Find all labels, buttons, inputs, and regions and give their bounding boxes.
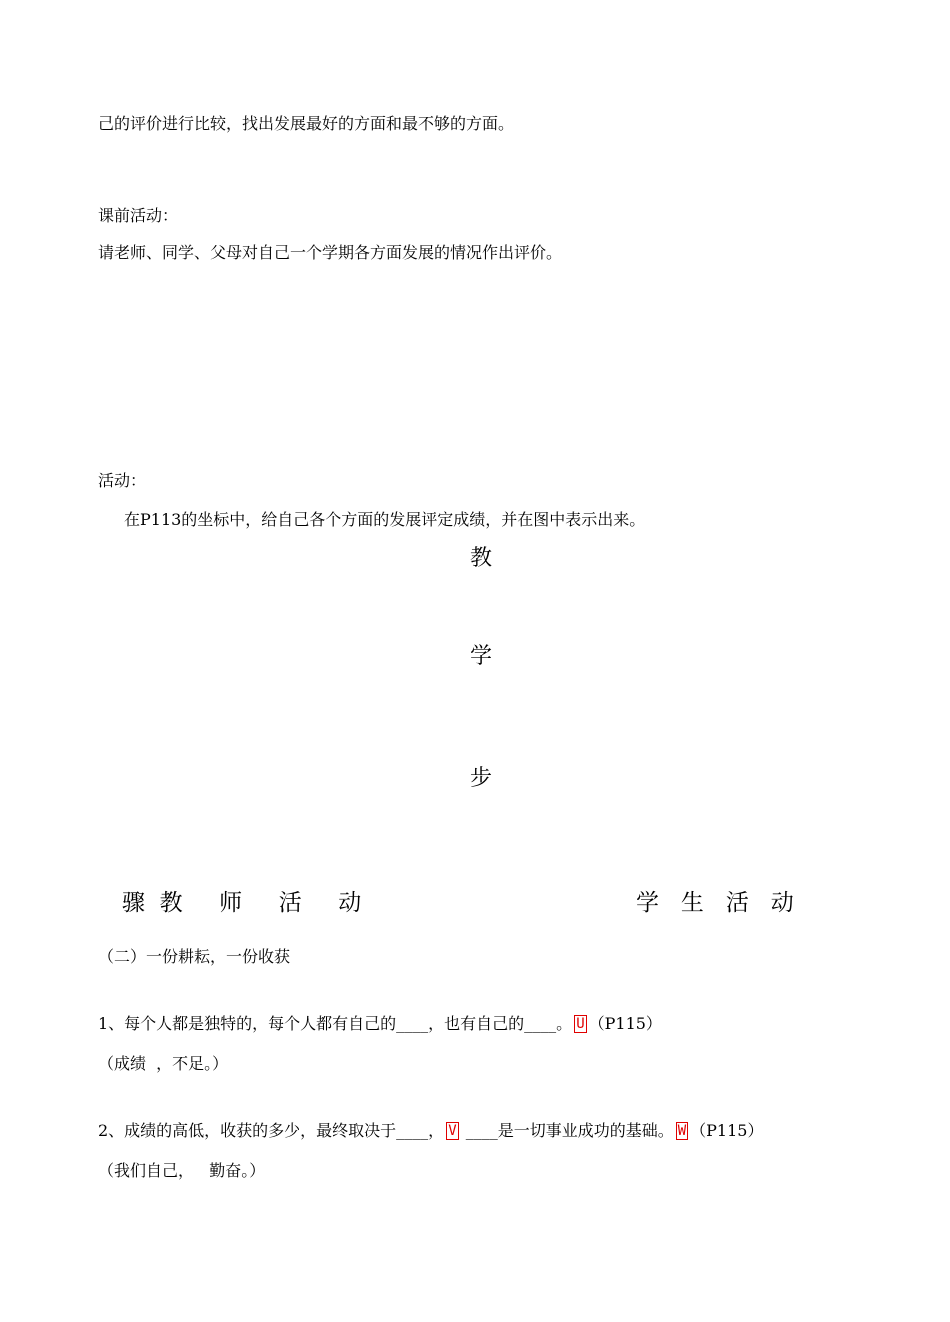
question-1-ref: （P115） (588, 1014, 662, 1033)
step-char-3: 步 (470, 766, 493, 791)
question-2-answer: （我们自己， 勤奋。） (98, 1161, 266, 1180)
pre-class-text: 请老师、同学、父母对自己一个学期各方面发展的情况作出评价。 (98, 243, 563, 262)
question-2-text-b: ____是一切事业成功的基础。 (460, 1121, 674, 1140)
mark-u: U (576, 1016, 585, 1032)
pre-class-heading: 课前活动： (98, 206, 179, 225)
activity-heading: 活动： (98, 471, 147, 490)
student-activity-header: 学 生 活 动 (636, 890, 794, 916)
mark-w: W (677, 1123, 687, 1139)
step-char-2: 学 (470, 644, 493, 669)
step-char-1: 教 (470, 546, 493, 571)
section-title: （二）一份耕耘，一份收获 (98, 947, 291, 966)
question-1 (98, 1014, 662, 1034)
question-2-text-a: 2、成绩的高低，收获的多少，最终取决于____， (98, 1121, 445, 1140)
mark-v: V (448, 1123, 457, 1139)
question-1-text: 1、每个人都是独特的，每个人都有自己的____，也有自己的____。 (98, 1014, 573, 1033)
question-2-ref: （P115） (690, 1121, 764, 1140)
activity-text: 在P113的坐标中，给自己各个方面的发展评定成绩，并在图中表示出来。 (124, 510, 646, 529)
question-1-answer: （成绩 ，不足。） (98, 1054, 229, 1073)
intro-text: 己的评价进行比较，找出发展最好的方面和最不够的方面。 (98, 114, 515, 133)
question-2 (98, 1121, 763, 1141)
teacher-activity-header: 骤 教 师 活 动 (122, 890, 362, 916)
